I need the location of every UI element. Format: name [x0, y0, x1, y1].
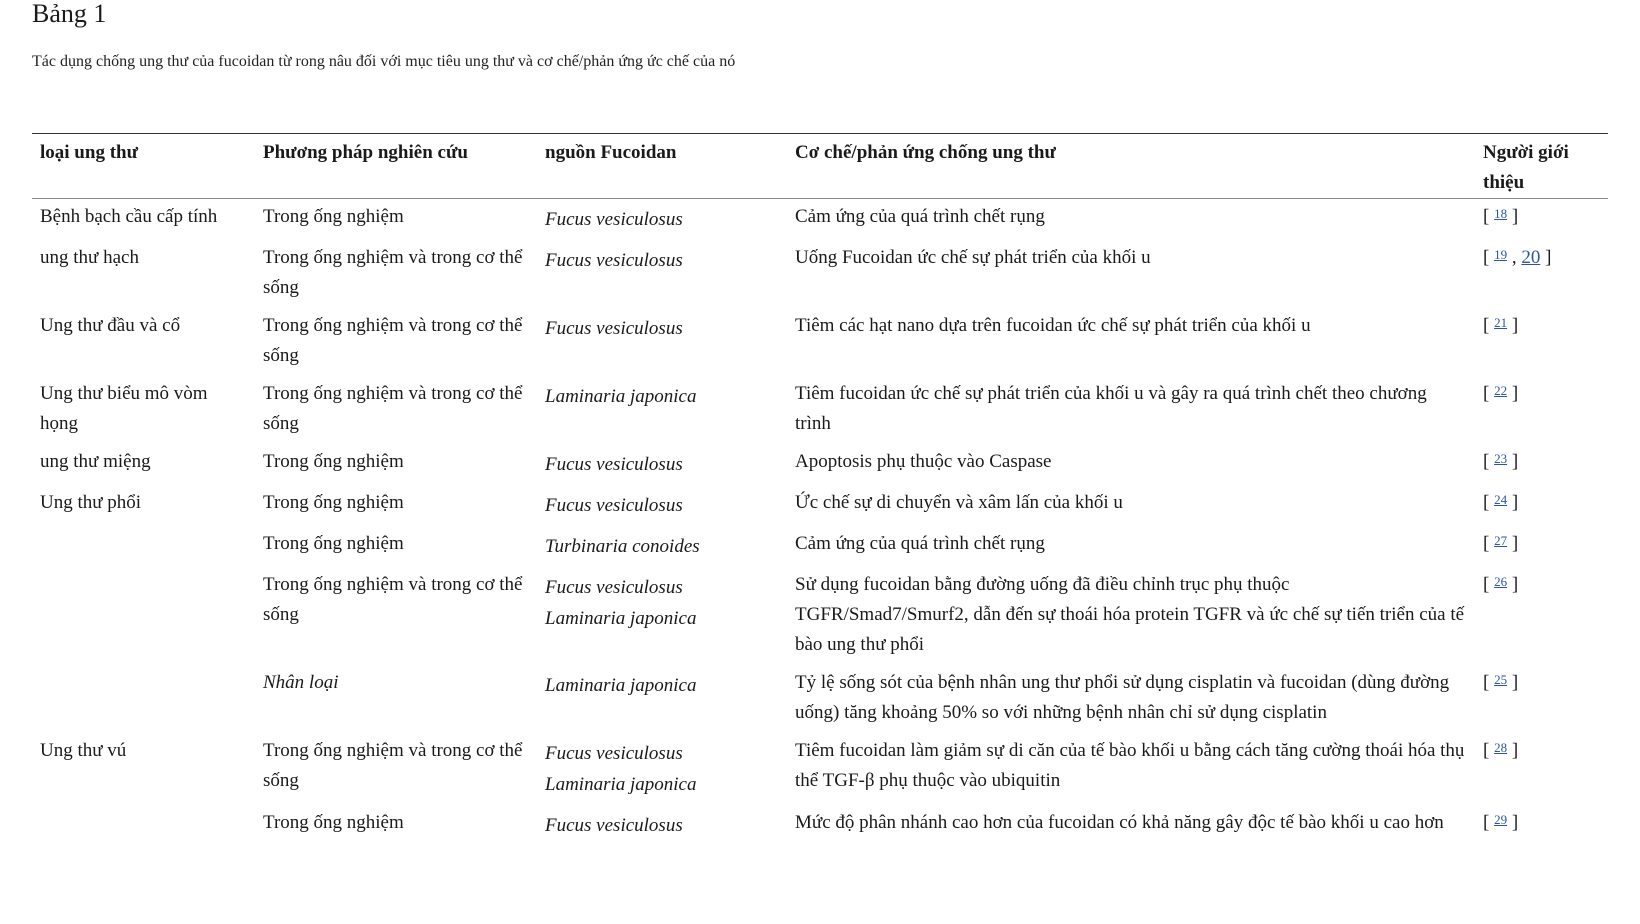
- cell-method: Trong ống nghiệm và trong cơ thể sống: [263, 574, 523, 625]
- cell-mechanism: Cảm ứng của quá trình chết rụng: [795, 533, 1045, 554]
- header-source: nguồn Fucoidan: [537, 134, 787, 199]
- source-species: Laminaria japonica: [545, 774, 697, 795]
- cell-method: Trong ống nghiệm: [263, 206, 404, 227]
- header-mechanism: Cơ chế/phản ứng chống ung thư: [787, 134, 1475, 199]
- table-row: [32, 529, 1608, 570]
- cell-mechanism: Apoptosis phụ thuộc vào Caspase: [795, 451, 1052, 472]
- cell-source: [537, 199, 787, 244]
- cell-mechanism: Ức chế sự di chuyển và xâm lấn của khối u: [795, 492, 1123, 513]
- cell-method: Trong ống nghiệm: [263, 492, 404, 513]
- table-row: [32, 311, 1608, 379]
- reference-link[interactable]: 27: [1494, 533, 1508, 548]
- table-row: [32, 668, 1608, 736]
- table-row: [32, 570, 1608, 668]
- reference-link[interactable]: 28: [1494, 740, 1508, 755]
- table-row: [32, 736, 1608, 808]
- reference-link[interactable]: 19: [1494, 247, 1508, 262]
- source-species: Fucus vesiculosus: [545, 815, 683, 836]
- header-reference: Người giới thiệu: [1475, 134, 1608, 199]
- cell-method: Trong ống nghiệm và trong cơ thể sống: [263, 383, 523, 434]
- cell-source: [537, 736, 787, 808]
- cell-source: [537, 311, 787, 379]
- table-row: [32, 199, 1608, 244]
- reference-link[interactable]: 29: [1494, 812, 1508, 827]
- source-species: Fucus vesiculosus: [545, 318, 683, 339]
- cell-cancer-type: Ung thư biểu mô vòm họng: [40, 383, 208, 434]
- source-species: Laminaria japonica: [545, 386, 697, 407]
- cell-method: Trong ống nghiệm và trong cơ thể sống: [263, 740, 523, 791]
- cell-mechanism: Tỷ lệ sống sót của bệnh nhân ung thư phổi sử dụng cisplatin và fucoidan (dùng đường uống) tăng khoảng 50% so với những bệnh nhân chỉ sử dụng cisplatin: [795, 672, 1450, 723]
- table-row: [32, 243, 1608, 311]
- table-caption: Tác dụng chống ung thư của fucoidan từ rong nâu đối với mục tiêu ung thư và cơ chế/phản ứng ức chế của nó: [32, 53, 736, 70]
- cell-reference: [ $^{24}$ ]: [1483, 492, 1519, 513]
- cell-cancer-type: Ung thư đầu và cổ: [40, 315, 181, 336]
- cell-cancer-type: [32, 808, 255, 849]
- cell-cancer-type: ung thư miệng: [40, 451, 151, 472]
- source-species: Fucus vesiculosus: [545, 250, 683, 271]
- cell-reference: [ $^{18}$ ]: [1483, 206, 1519, 227]
- cell-cancer-type: Bệnh bạch cầu cấp tính: [40, 206, 218, 227]
- source-species: Laminaria japonica: [545, 675, 697, 696]
- source-species: Fucus vesiculosus: [545, 743, 683, 764]
- source-species: Fucus vesiculosus: [545, 209, 683, 230]
- reference-link[interactable]: 26: [1494, 574, 1508, 589]
- cell-source: [537, 447, 787, 488]
- cell-mechanism: Mức độ phân nhánh cao hơn của fucoidan có khả năng gây độc tế bào khối u cao hơn: [795, 812, 1444, 833]
- cell-method: Trong ống nghiệm: [263, 533, 404, 554]
- cell-mechanism: Tiêm các hạt nano dựa trên fucoidan ức chế sự phát triển của khối u: [795, 315, 1311, 336]
- header-method: Phương pháp nghiên cứu: [255, 134, 537, 199]
- source-species: Fucus vesiculosus: [545, 577, 683, 598]
- cell-reference: [ $^{23}$ ]: [1483, 451, 1519, 472]
- cell-reference: [ $^{26}$ ]: [1483, 574, 1519, 595]
- cell-source: [537, 243, 787, 311]
- source-species: Fucus vesiculosus: [545, 454, 683, 475]
- data-table: [32, 133, 1608, 849]
- source-species: Turbinaria conoides: [545, 536, 700, 557]
- reference-link[interactable]: 21: [1494, 315, 1508, 330]
- reference-link[interactable]: 18: [1494, 206, 1508, 221]
- cell-mechanism: Tiêm fucoidan ức chế sự phát triển của khối u và gây ra quá trình chết theo chương trình: [795, 383, 1427, 434]
- cell-reference: [ $^{29}$ ]: [1483, 812, 1519, 833]
- cell-cancer-type: Ung thư vú: [40, 740, 127, 761]
- cell-cancer-type: [32, 570, 255, 668]
- cell-method: Trong ống nghiệm và trong cơ thể sống: [263, 247, 523, 298]
- table-title: Bảng 1: [32, 0, 107, 28]
- cell-method: Trong ống nghiệm: [263, 451, 404, 472]
- cell-mechanism: Cảm ứng của quá trình chết rụng: [795, 206, 1045, 227]
- reference-link[interactable]: 20: [1521, 247, 1541, 268]
- cell-method: Trong ống nghiệm: [263, 812, 404, 833]
- cell-source: [537, 570, 787, 668]
- cell-source: [537, 529, 787, 570]
- table-row: [32, 447, 1608, 488]
- cell-cancer-type: ung thư hạch: [40, 247, 139, 268]
- cell-reference: [ $^{21}$ ]: [1483, 315, 1519, 336]
- cell-cancer-type: [32, 529, 255, 570]
- cell-mechanism: Sử dụng fucoidan bằng đường uống đã điều chỉnh trục phụ thuộc TGFR/Smad7/Smurf2, dẫn đến sự thoái hóa protein TGFR và ức chế sự tiến triển của tế bào ung thư phổi: [795, 574, 1465, 655]
- table-row: [32, 808, 1608, 849]
- reference-link[interactable]: 22: [1494, 383, 1508, 398]
- cell-method: Trong ống nghiệm và trong cơ thể sống: [263, 315, 523, 366]
- cell-method: Nhân loại: [263, 672, 339, 693]
- cell-source: [537, 379, 787, 447]
- cell-cancer-type: [32, 668, 255, 736]
- cell-reference: [ $^{19}$ , 20 ]: [1483, 247, 1552, 268]
- cell-reference: [ $^{27}$ ]: [1483, 533, 1519, 554]
- cell-mechanism: Uống Fucoidan ức chế sự phát triển của khối u: [795, 247, 1151, 268]
- cell-source: [537, 488, 787, 529]
- cell-reference: [ $^{22}$ ]: [1483, 383, 1519, 404]
- cell-reference: [ $^{25}$ ]: [1483, 672, 1519, 693]
- table-header-row: [32, 134, 1608, 199]
- cell-source: [537, 808, 787, 849]
- cell-source: [537, 668, 787, 736]
- cell-cancer-type: Ung thư phổi: [40, 492, 142, 513]
- source-species: Laminaria japonica: [545, 608, 697, 629]
- cell-mechanism: Tiêm fucoidan làm giảm sự di căn của tế bào khối u bằng cách tăng cường thoái hóa thụ thể TGF-β phụ thuộc vào ubiquitin: [795, 740, 1465, 791]
- cell-reference: [ $^{28}$ ]: [1483, 740, 1519, 761]
- reference-link[interactable]: 23: [1494, 451, 1508, 466]
- table-row: [32, 488, 1608, 529]
- table-row: [32, 379, 1608, 447]
- reference-link[interactable]: 25: [1494, 672, 1508, 687]
- source-species: Fucus vesiculosus: [545, 495, 683, 516]
- reference-link[interactable]: 24: [1494, 492, 1508, 507]
- header-cancer-type: loại ung thư: [32, 134, 255, 199]
